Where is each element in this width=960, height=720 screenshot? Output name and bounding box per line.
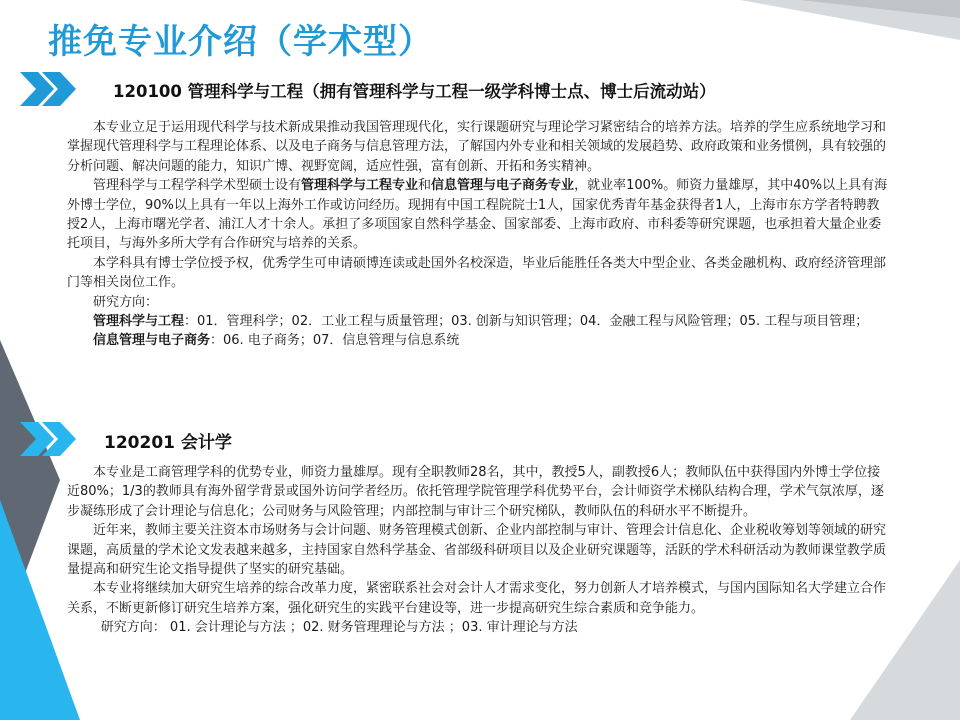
- paragraph: [67, 176, 889, 254]
- text-run: ，就业率100%。师资力量雄厚，其中40%以上具有海外博士学位，90%以上具有一年以上海外工作或访问经历。现拥有中国工程院院士1人，国家优秀青年基金获得者1人，上海市东方学者特聘教授2人，上海市曙光学者、浦江人才十余人。承担了多项国家自然科学基金、国家部委、上海市政府、市科委等研究课题，也承担着大量企业委托项目，与海外多所大学有合作研究与培养的关系。: [67, 178, 888, 252]
- top-right-decoration: [740, 0, 960, 70]
- bold-text: 管理科学与工程: [93, 314, 185, 330]
- text-run: ：06. 电子商务；07．信息管理与信息系统: [210, 333, 460, 349]
- page-title: 推免专业介绍（学术型）: [48, 22, 433, 62]
- section-title-2: 120201 会计学: [104, 433, 232, 453]
- section-title-1: 120100 管理科学与工程（拥有管理科学与工程一级学科博士点、博士后流动站）: [113, 82, 716, 101]
- text-run: 和: [418, 178, 432, 194]
- chevron-arrows-icon: [20, 72, 90, 106]
- section-header-1: [20, 72, 940, 106]
- paragraph: 近年来，教师主要关注资本市场财务与会计问题、财务管理模式创新、企业内部控制与审计、管理会计信息化、企业税收筹划等领域的研究课题，高质量的学术论文发表越来越多，主持国家自然科学基金、省部级科研项目以及企业研究课题等，活跃的学术科研活动为教师课堂教学质量提高和研究生论文指导提供了坚实的研究基础。: [67, 523, 887, 578]
- text-run: ：01．管理科学；02．工业工程与质量管理；03. 创新与知识管理；04．金融工程与风险管理；05. 工程与项目管理；: [184, 314, 869, 330]
- bold-text: 信息管理与电子商务: [93, 333, 211, 349]
- research-direction-2: [67, 331, 889, 350]
- chevron-arrows-icon: [20, 422, 90, 456]
- bold-text: 信息管理与电子商务专业: [431, 178, 575, 194]
- paragraph: 本学科具有博士学位授予权，优秀学生可申请硕博连读或赴国外名校深造，毕业后能胜任各类大中型企业、各类金融机构、政府经济管理部门等相关岗位工作。: [67, 255, 887, 291]
- research-direction-label: 研究方向：: [93, 294, 159, 310]
- paragraph: 本专业是工商管理学科的优势专业，师资力量雄厚。现有全职教师28名，其中，教授5人，副教授6人；教师队伍中获得国内外博士学位接近80%；1/3的教师具有海外留学背景或国外访问学者经历。依托管理学院管理学科优势平台，会计师资学术梯队结构合理，学术气氛浓厚，逐步凝练形成了会计理论与信息化；公司财务与风险管理；内部控制与审计三个研究梯队，教师队伍的科研水平不断提升。: [67, 465, 884, 519]
- text-run: 管理科学与工程学科学术型硕士设有: [93, 178, 302, 194]
- bold-text: 管理科学与工程专业: [301, 178, 419, 194]
- research-direction-1: [67, 312, 889, 331]
- paragraph: 本专业立足于运用现代科学与技术新成果推动我国管理现代化，实行课题研究与理论学习紧密结合的培养方法。培养的学生应系统地学习和掌握现代管理科学与工程理论体系、以及电子商务与信息管理方法，了解国内外专业和相关领域的发展趋势、政府政策和业务惯例，具有较强的分析问题、解决问题的能力，知识广博、视野宽阔，适应性强，富有创新、开拓和务实精神。: [67, 120, 887, 174]
- paragraph: 本专业将继续加大研究生培养的综合改革力度，紧密联系社会对会计人才需求变化，努力创新人才培养模式，与国内国际知名大学建立合作关系，不断更新修订研究生培养方案，强化研究生的实践平台建设等，进一步提高研究生综合素质和竞争能力。: [67, 581, 887, 616]
- section-header-2: [20, 422, 940, 456]
- research-direction: 研究方向： 01. 会计理论与方法 ；02. 财务管理理论与方法 ；03. 审计理论与方法: [100, 620, 578, 636]
- section-body-1: [67, 118, 889, 351]
- section-body-2: [67, 463, 889, 638]
